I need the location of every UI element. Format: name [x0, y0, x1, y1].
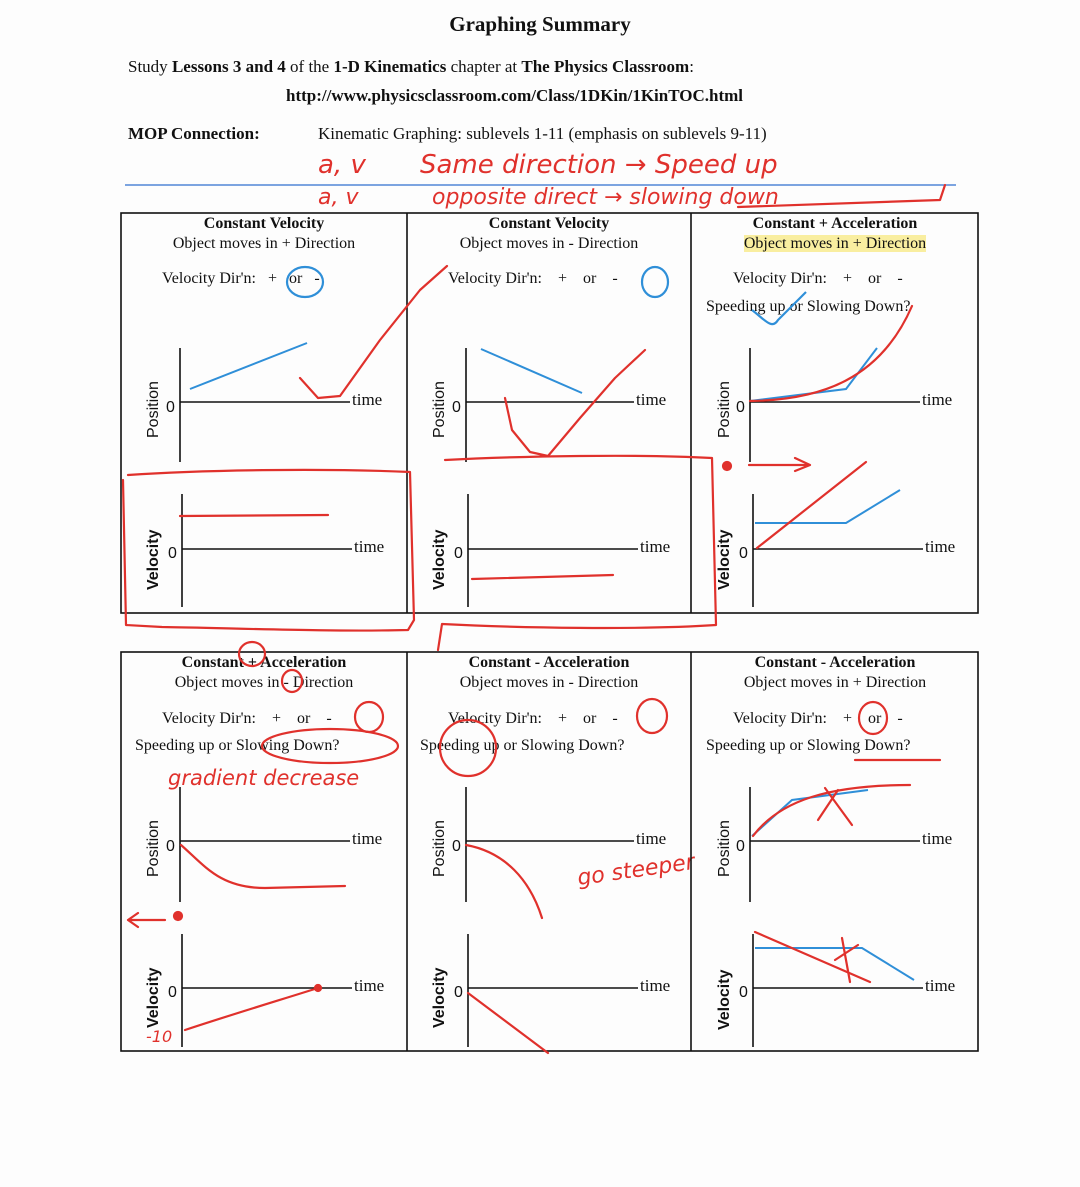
zero-label: 0: [454, 984, 463, 1001]
cell-5-velocity-question: Velocity Dir'n: + or -: [448, 710, 618, 727]
graph-line: [481, 349, 582, 393]
circle-mark: [859, 702, 887, 734]
cell-subtitle: Object moves in - Direction: [459, 235, 639, 252]
zero-label: 0: [736, 399, 745, 416]
cell-title: Constant Velocity: [488, 215, 610, 232]
sketch-line: [468, 993, 548, 1053]
sketch-curve: [181, 845, 345, 888]
note-av-1: a, v: [318, 150, 366, 180]
page-title: Graphing Summary: [449, 12, 631, 36]
note-same-direction: Same direction → Speed up: [420, 150, 778, 180]
time-label: time: [636, 390, 667, 409]
graph-line: [755, 490, 900, 523]
highlight-box: [438, 456, 716, 650]
circle-mark: [287, 267, 323, 297]
position-axis-label: Position: [431, 820, 448, 877]
cell-subtitle: Object moves in + Direction: [743, 674, 927, 691]
time-label: time: [352, 829, 383, 848]
graph-line: [755, 948, 914, 980]
cell-title: Constant - Acceleration: [754, 654, 916, 671]
position-axis-label: Position: [145, 820, 162, 877]
bottom-grid-frame: [121, 652, 978, 1051]
zero-label: 0: [736, 838, 745, 855]
note-av-2: a, v: [318, 185, 359, 210]
cell-6-speed-question: Speeding up or Slowing Down?: [706, 737, 911, 754]
note-opposite-direction: opposite direct → slowing down: [432, 185, 779, 210]
zero-label: 0: [739, 984, 748, 1001]
zero-label: 0: [452, 838, 461, 855]
sketch-line: [472, 575, 613, 579]
sketch-line: [185, 988, 318, 1030]
time-label: time: [636, 829, 667, 848]
zero-label: 0: [166, 838, 175, 855]
study-text: Study: [128, 57, 172, 76]
cell-4-velocity-question: Velocity Dir'n: + or -: [162, 710, 332, 727]
mop-text: Kinematic Graphing: sublevels 1-11 (emphasis on sublevels 9-11): [318, 124, 767, 143]
sketch-curve: [466, 845, 542, 918]
zero-label: 0: [452, 399, 461, 416]
circle-mark: [239, 642, 265, 666]
time-label: time: [925, 537, 956, 556]
source-url[interactable]: http://www.physicsclassroom.com/Class/1DKin/1KinTOC.html: [286, 86, 744, 105]
position-axis-label: Position: [716, 381, 733, 438]
cell-4-speed-question: Speeding up or Slowing Down?: [135, 737, 340, 754]
velocity-axis-label: Velocity: [431, 967, 448, 1028]
graph-line: [190, 343, 307, 389]
sketch-curve: [750, 306, 912, 401]
cell-6-velocity-question: Velocity Dir'n: + or -: [733, 710, 903, 727]
cell-subtitle: Object moves in - Direction: [459, 674, 639, 691]
handwritten-annotations: [123, 185, 945, 1053]
blue-annotations: [287, 267, 806, 324]
underline: [738, 185, 945, 207]
zero-label: 0: [739, 545, 748, 562]
zero-label: 0: [454, 545, 463, 562]
note-go-steeper: go steeper: [575, 849, 697, 892]
time-label: time: [354, 537, 385, 556]
dot: [723, 462, 731, 470]
arrow: [749, 458, 810, 471]
dot: [174, 912, 182, 920]
study-lessons: Lessons 3 and 4: [171, 57, 286, 76]
cell-title: Constant - Acceleration: [468, 654, 630, 671]
grid-frame: [121, 213, 978, 1051]
study-text: chapter at: [446, 57, 522, 76]
velocity-axis-label: Velocity: [145, 529, 162, 590]
circle-mark: [440, 720, 496, 776]
sketch-line: [757, 462, 866, 548]
cell-2-velocity-question: Velocity Dir'n: + or -: [448, 270, 618, 287]
note-minus-ten: -10: [146, 1027, 173, 1046]
cell-1-velocity-question: Velocity Dir'n: + or -: [162, 270, 320, 287]
time-label: time: [352, 390, 383, 409]
zero-label: 0: [166, 399, 175, 416]
zero-label: 0: [168, 984, 177, 1001]
velocity-axis-label: Velocity: [431, 529, 448, 590]
circle-mark: [637, 699, 667, 733]
time-label: time: [640, 976, 671, 995]
dot: [315, 985, 321, 991]
checkmark: [505, 350, 645, 456]
cell-title: Constant + Acceleration: [181, 654, 347, 671]
mop-label: MOP Connection:: [128, 124, 260, 143]
circle-mark: [355, 702, 383, 732]
time-label: time: [922, 829, 953, 848]
position-axis-label: Position: [716, 820, 733, 877]
cell-5-speed-question: Speeding up or Slowing Down?: [420, 737, 625, 754]
circle-mark: [282, 670, 302, 692]
study-text: :: [689, 57, 694, 76]
circle-mark: [642, 267, 668, 297]
cell-3-speed-question: Speeding up or Slowing Down?: [706, 298, 911, 315]
cell-title: Constant + Acceleration: [752, 215, 918, 232]
cell-subtitle: Object moves in - Direction: [174, 674, 354, 691]
velocity-axis-label: Velocity: [145, 967, 162, 1028]
note-gradient-decrease: gradient decrease: [168, 766, 360, 790]
cell-subtitle: Object moves in + Direction: [172, 235, 356, 252]
time-label: time: [640, 537, 671, 556]
position-axis-label: Position: [431, 381, 448, 438]
zero-label: 0: [168, 545, 177, 562]
position-axis-label: Position: [145, 381, 162, 438]
sketch-curve: [753, 785, 910, 836]
velocity-axis-label: Velocity: [716, 969, 733, 1030]
cell-title: Constant Velocity: [203, 215, 325, 232]
circle-mark: [262, 729, 398, 763]
sketch-line: [180, 515, 328, 516]
cell-subtitle: Object moves in + Direction: [743, 235, 927, 252]
velocity-axis-label: Velocity: [716, 529, 733, 590]
time-label: time: [922, 390, 953, 409]
arrow: [128, 913, 165, 927]
cell-3-velocity-question: Velocity Dir'n: + or -: [733, 270, 903, 287]
time-label: time: [354, 976, 385, 995]
sketch-line: [755, 932, 870, 982]
top-grid-frame: [121, 213, 978, 613]
study-site: The Physics Classroom: [521, 57, 690, 76]
study-text: of the: [285, 57, 334, 76]
study-chapter: 1-D Kinematics: [333, 57, 447, 76]
check-mark: [752, 292, 806, 324]
printed-graphs: [190, 343, 914, 980]
time-label: time: [925, 976, 956, 995]
